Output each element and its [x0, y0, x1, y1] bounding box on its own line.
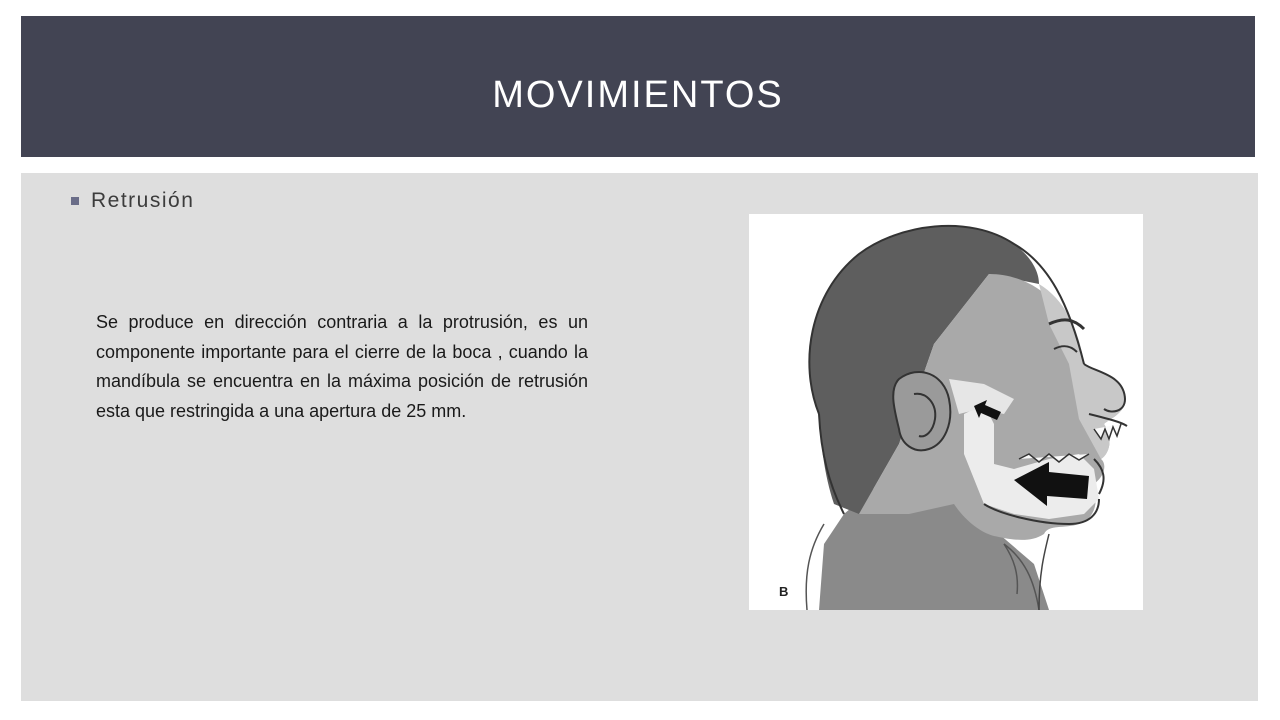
retrusion-figure: [749, 214, 1143, 610]
content-area: [21, 173, 1258, 701]
title-bar: [21, 16, 1255, 157]
bullet-square-icon: [71, 197, 79, 205]
slide-title: MOVIMIENTOS: [492, 74, 784, 116]
bullet-label: Retrusión: [91, 189, 195, 212]
bullet-item: [71, 189, 194, 213]
figure-label: B: [779, 584, 789, 599]
body-paragraph: Se produce en dirección contraria a la protrusión, es un componente importante para el cierre de la boca , cuando la mandíbula se encuentra en la máxima posición de retrusión esta que restringida a una apertura de 25 mm.: [96, 312, 588, 421]
head-profile-icon: [749, 214, 1143, 610]
